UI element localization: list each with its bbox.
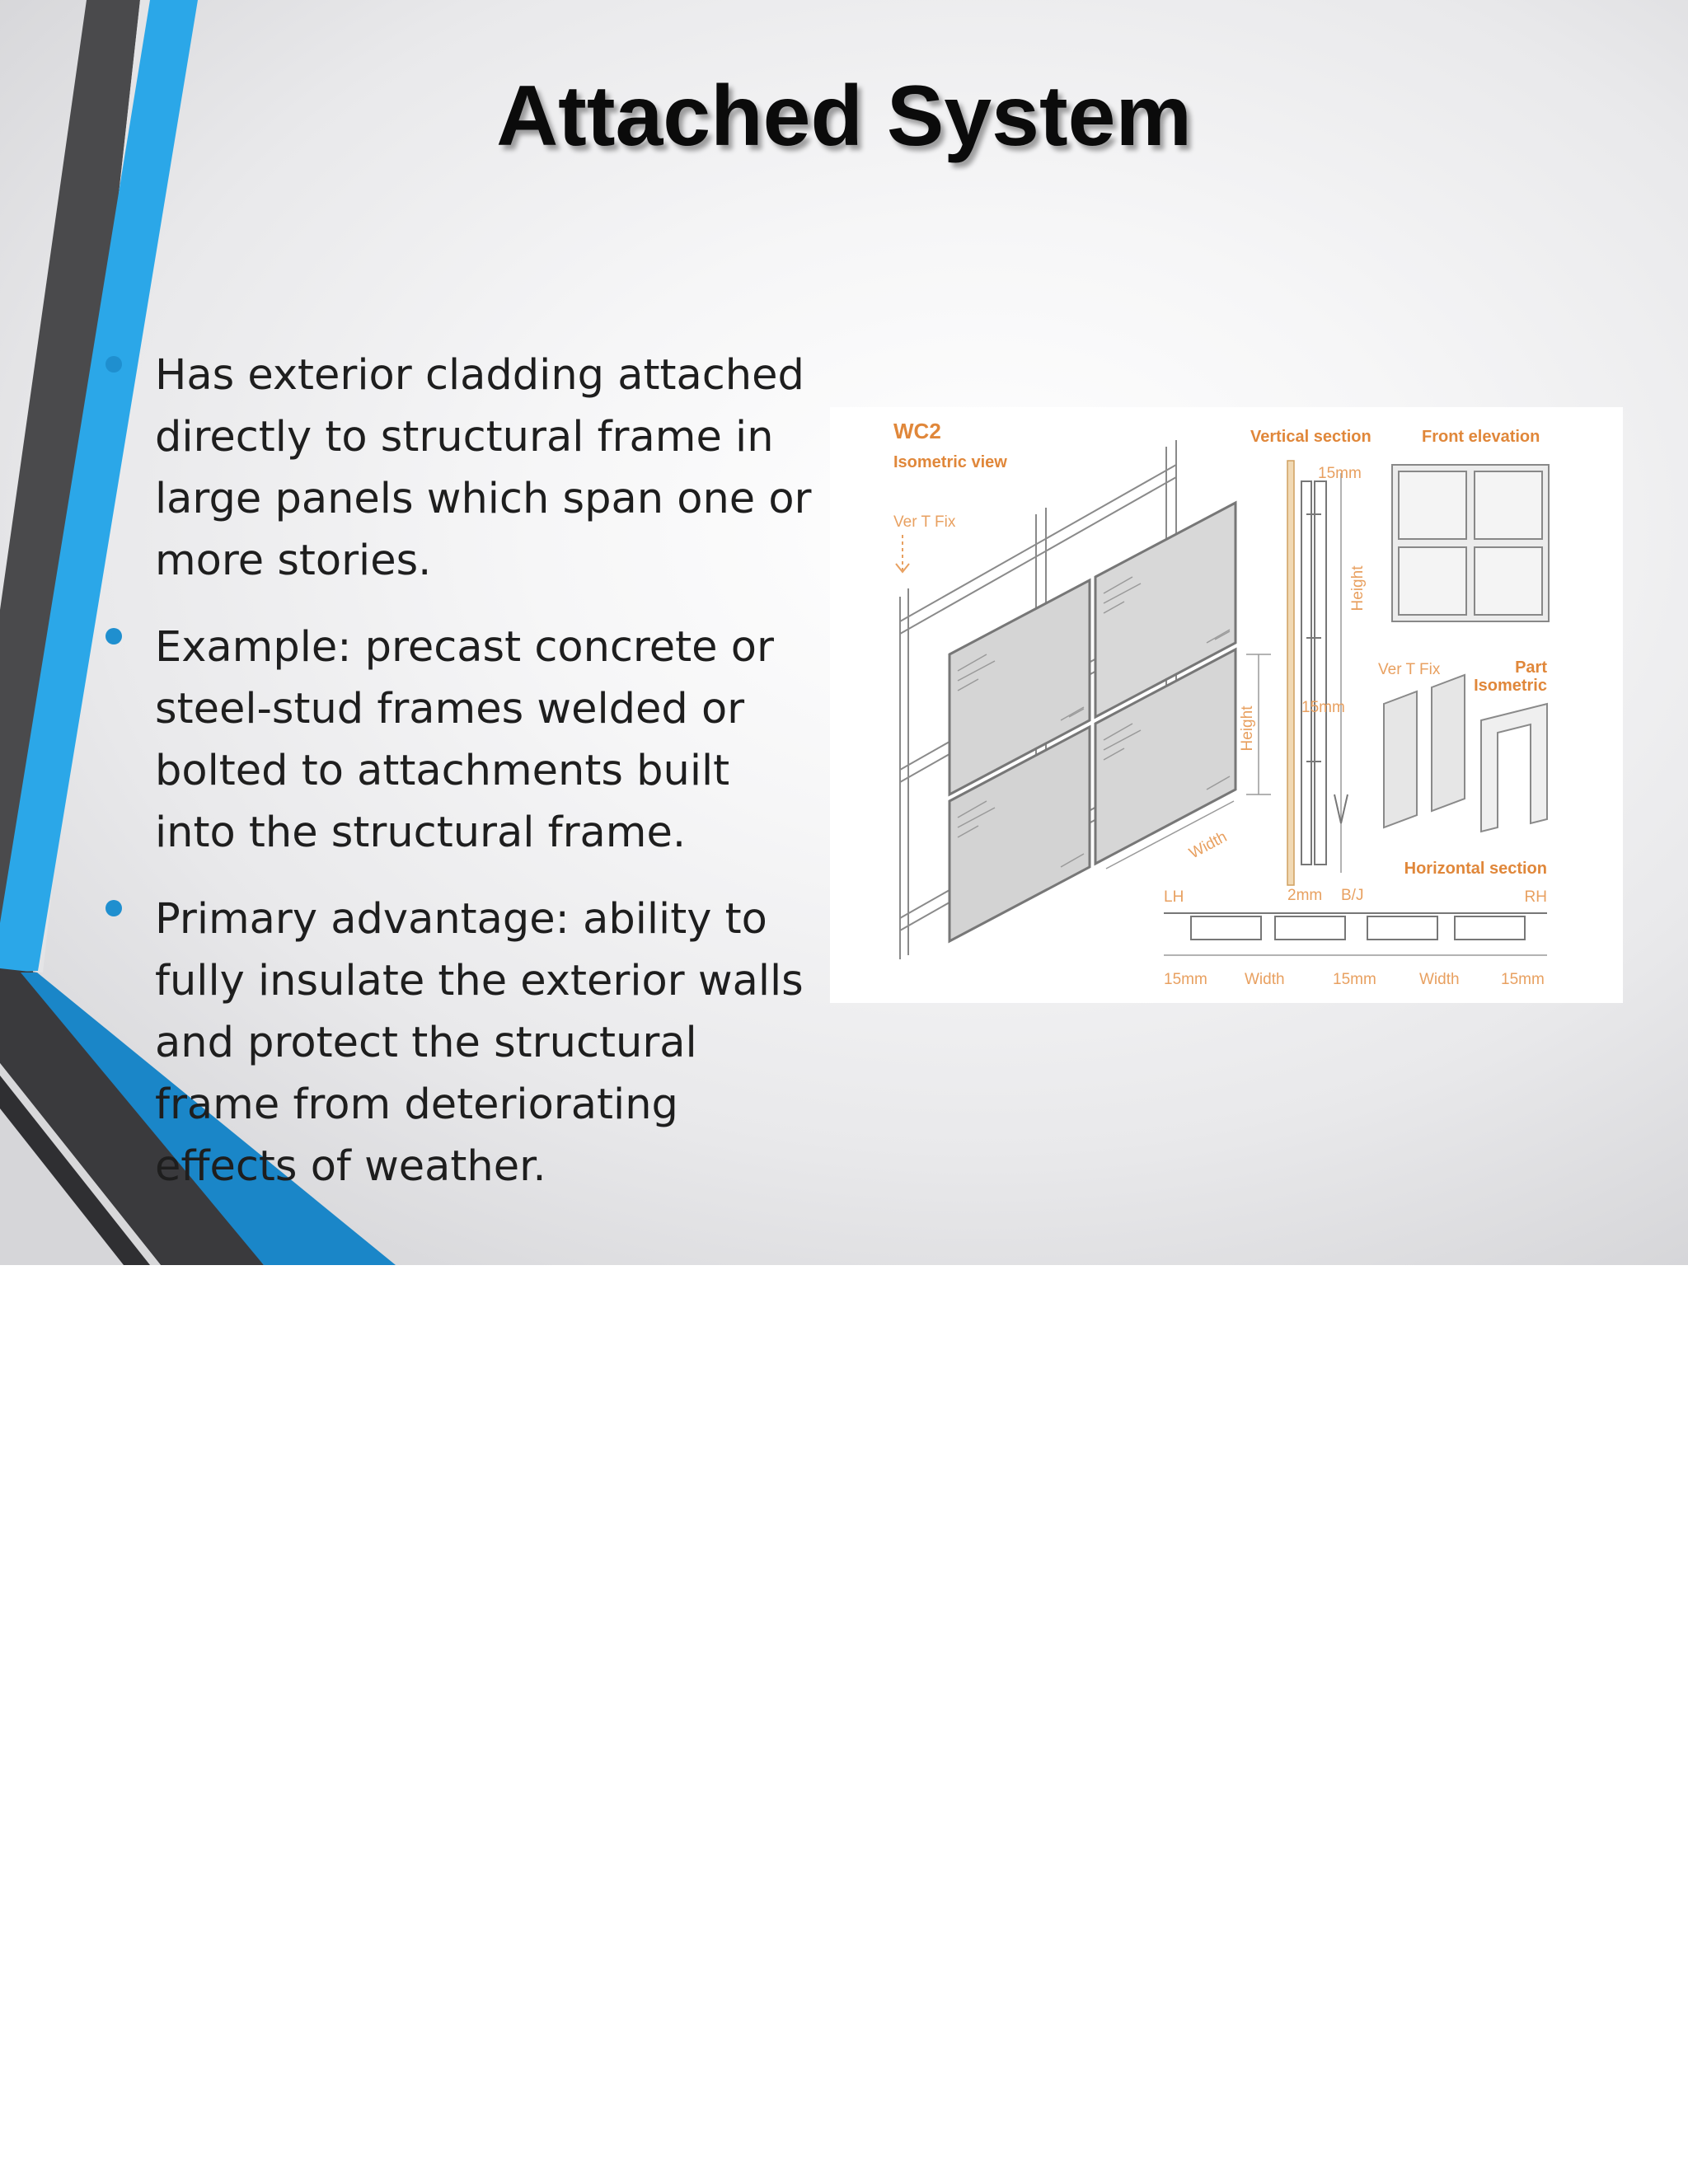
bullet-text: Example: precast concrete or steel-stud frames welded or bolted to attachments built into the structural frame.: [155, 623, 774, 857]
vertical-section-label: Vertical section: [1250, 428, 1372, 446]
iso-height-label: Height: [1239, 705, 1256, 752]
bullet-list: [97, 344, 823, 1222]
bullet-item: [97, 344, 823, 592]
horizontal-section-drawing: [1164, 913, 1547, 955]
bullet-item: [97, 888, 823, 1197]
bj-label: B/J: [1341, 887, 1364, 904]
bullet-item: [97, 616, 823, 864]
down-arrow-icon: [896, 535, 909, 572]
vertical-height-label: Height: [1349, 565, 1367, 612]
bottom-dim-4: Width: [1419, 971, 1460, 988]
bottom-dim-3: 15mm: [1333, 971, 1376, 988]
part-isometric-drawing: [1384, 675, 1547, 832]
iso-width-label: Width: [1186, 828, 1231, 863]
bottom-dim-2: Width: [1245, 971, 1285, 988]
diagram-code: WC2: [893, 419, 941, 443]
dim-15mm-mid: 15mm: [1301, 699, 1345, 716]
part-isometric-label: Isometric: [1474, 677, 1547, 695]
slide-title: Attached System: [496, 68, 1192, 164]
bottom-dim-1: 15mm: [1164, 971, 1207, 988]
dim-2mm: 2mm: [1287, 887, 1323, 904]
part-label: Part: [1515, 658, 1547, 677]
bullet-text: Has exterior cladding attached directly to structural frame in large panels which span one or more stories.: [155, 351, 812, 585]
isometric-view-label: Isometric view: [893, 453, 1007, 471]
cladding-diagram-svg: [830, 407, 1623, 1003]
bottom-dim-5: 15mm: [1501, 971, 1545, 988]
ver-t-fix-label-2: Ver T Fix: [1378, 661, 1441, 678]
bullet-dot: [106, 356, 122, 373]
horizontal-section-label: Horizontal section: [1404, 860, 1547, 878]
vertical-section-drawing: [1287, 461, 1348, 885]
bullet-dot: [106, 628, 122, 644]
lh-label: LH: [1164, 888, 1184, 906]
front-elevation-drawing: [1392, 465, 1549, 621]
bullet-dot: [106, 900, 122, 916]
rh-label: RH: [1524, 888, 1547, 906]
bullet-text: Primary advantage: ability to fully insulate the exterior walls and protect the structural frame from deteriorating effects of weather.: [155, 895, 804, 1191]
front-elevation-label: Front elevation: [1422, 428, 1540, 446]
cladding-diagram: [830, 407, 1623, 1003]
ver-t-fix-label: Ver T Fix: [893, 513, 956, 531]
dim-15mm-top: 15mm: [1318, 465, 1362, 482]
